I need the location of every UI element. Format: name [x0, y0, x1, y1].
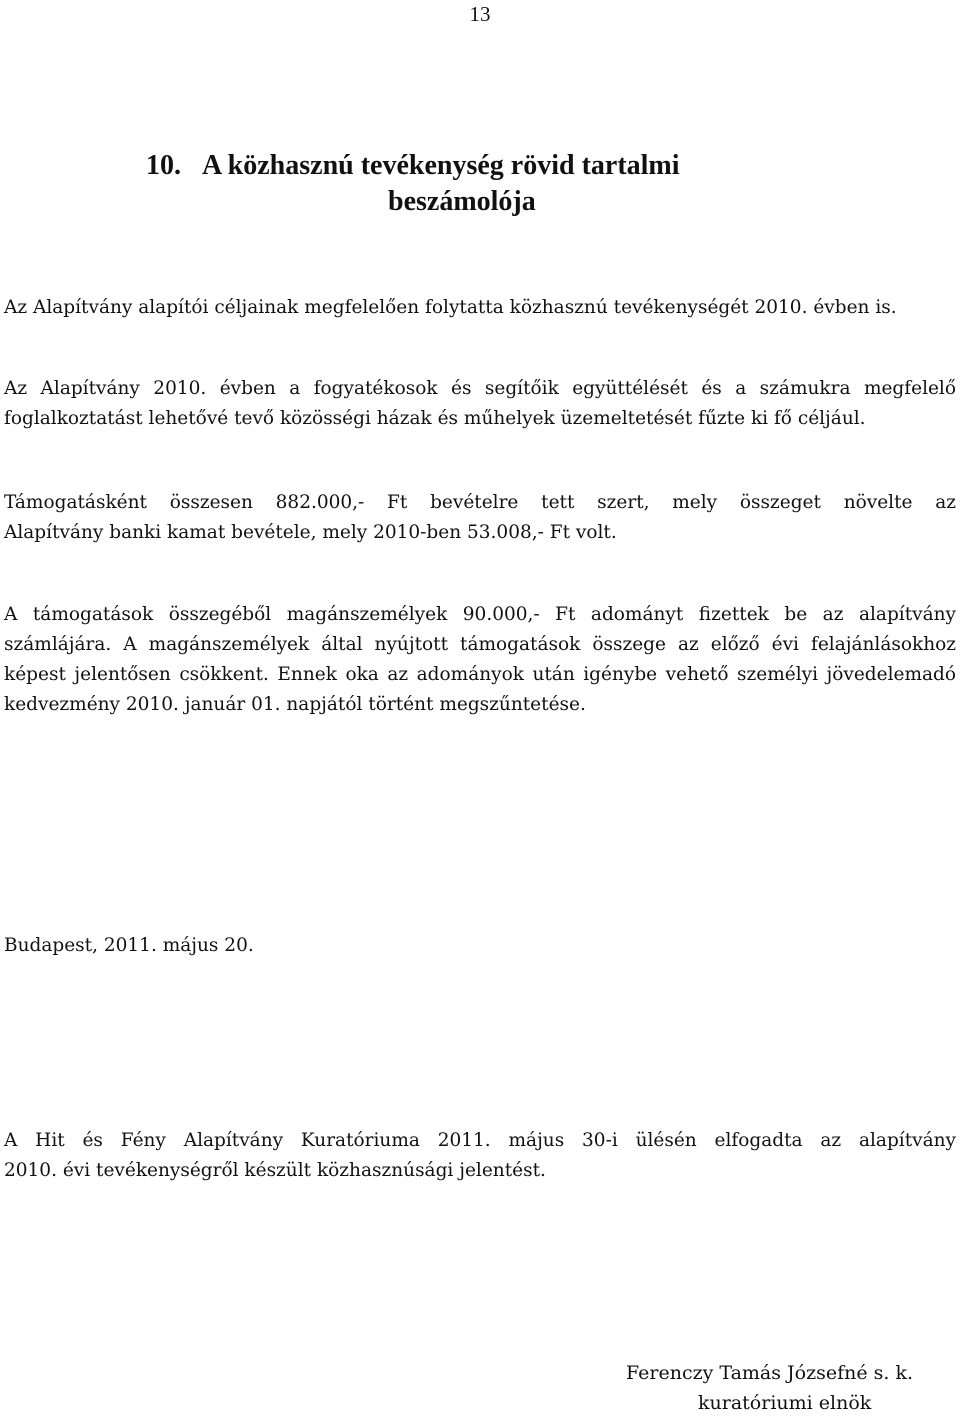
section-title-line2: beszámolója: [388, 186, 536, 217]
place-date-text: Budapest, 2011. május 20.: [4, 935, 254, 956]
paragraph-line: évi felajánlásokhoz képest jelentősen csökkent. Ennek oka az adományok után igénybe: [4, 634, 956, 685]
paragraph-line: évben is.: [813, 297, 897, 318]
paragraph-line: ki fő céljául.: [750, 408, 866, 429]
signature-block: [626, 1358, 913, 1418]
paragraph-income: [4, 488, 956, 548]
paragraph-line: megfelelő foglalkoztatást lehetővé tevő közösségi házak és műhelyek üzemeltetését fűzte: [4, 378, 956, 429]
signatory-title: kuratóriumi elnök: [698, 1392, 872, 1414]
paragraph-line: Alapítvány banki kamat bevétele, mely 2010-ben 53.008,- Ft volt.: [4, 522, 617, 543]
paragraph-line: vehető személyi jövedelemadó kedvezmény 2010. január 01. napjától történt: [4, 664, 956, 715]
paragraph-line: Az Alapítvány alapítói céljainak megfelelően folytatta közhasznú tevékenységét 2010.: [4, 297, 808, 318]
paragraph-donations: [4, 600, 956, 720]
place-date: [4, 931, 956, 961]
paragraph-line: alapítvány számlájára. A magánszemélyek által nyújtott támogatások összege az előző: [4, 604, 956, 655]
page-number: 13: [469, 2, 491, 26]
paragraph-line: 2010. évi tevékenységről készült közhasznúsági jelentést.: [4, 1160, 546, 1181]
section-title-line1: A közhasznú tevékenység rövid tartalmi: [202, 150, 680, 181]
paragraph-purpose: [4, 293, 956, 323]
paragraph-line: Támogatásként összesen 882.000,- Ft bevételre tett szert, mely összeget növelte az: [4, 492, 956, 513]
section-heading: [146, 148, 906, 220]
paragraph-line: A Hit és Fény Alapítvány Kuratóriuma 2011. május 30-i ülésén elfogadta az alapítvány: [4, 1130, 956, 1151]
paragraph-approval: [4, 1126, 956, 1186]
paragraph-line: Az Alapítvány 2010. évben a fogyatékosok és segítőik együttélését és a számukra: [4, 378, 851, 399]
section-number: 10.: [146, 150, 181, 181]
paragraph-line: A támogatások összegéből magánszemélyek 90.000,- Ft adományt fizettek be az: [4, 604, 844, 625]
signatory-name: Ferenczy Tamás Józsefné s. k.: [626, 1362, 914, 1384]
paragraph-line: megszűntetése.: [439, 694, 586, 715]
paragraph-main-goal: [4, 374, 956, 434]
